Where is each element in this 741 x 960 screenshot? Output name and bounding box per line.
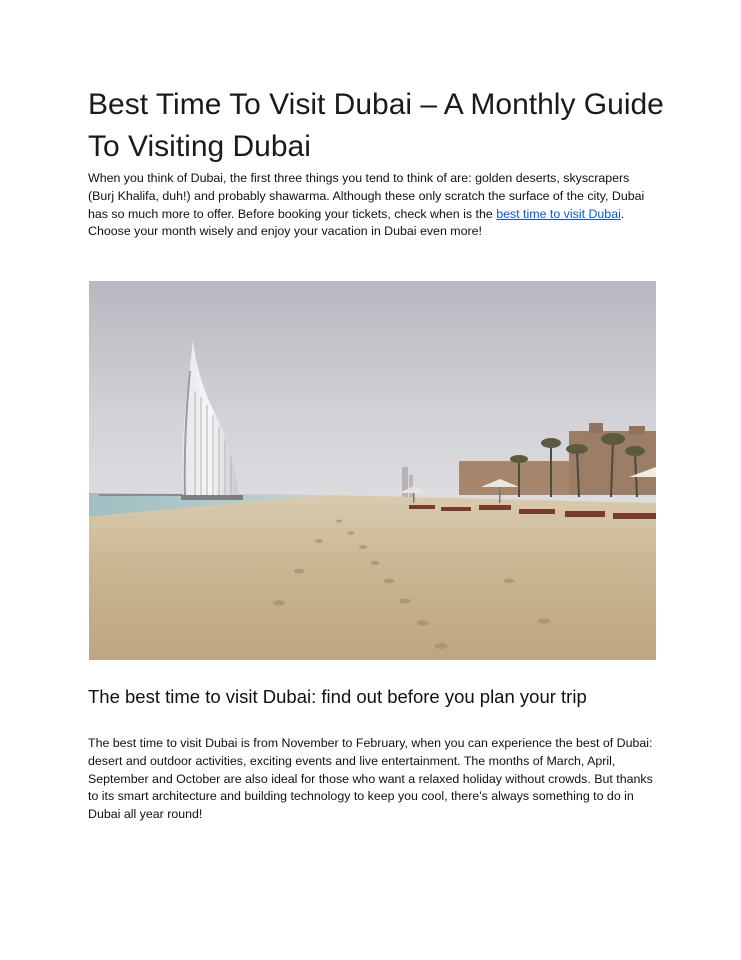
distant-tower [409,475,413,497]
beach-photo-illustration [89,281,656,660]
section-body-paragraph: The best time to visit Dubai is from November to February, when you can experience the best of Dubai: desert and outdoor activities, exciting events and live entertainment. The months of March, April, September and October are also ideal for those who want a relaxed holiday without crowds. But thanks to its smart architecture and building technology to keep you cool, there's always something to do in Dubai all year round! [88,736,653,822]
beach-hero-photo [89,281,656,660]
article-title: Best Time To Visit Dubai – A Monthly Guide To Visiting Dubai [88,88,664,163]
sand [89,495,656,660]
intro-text-start: When you think of Dubai, the first three things you tend to think of are: golden deserts, skyscrapers (Burj Khalifa, duh!) and probably shawarma. Although these only scratch the surface of the city, Dubai has so much more to offer. Before booking your tickets, check when is the [88,171,645,221]
best-time-link[interactable]: best time to visit Dubai [496,206,621,221]
intro-paragraph [88,170,654,241]
section-heading: The best time to visit Dubai: find out before you plan your trip [88,686,587,707]
intro-text-end: . Choose your month wisely and enjoy your vacation in Dubai even more! [88,206,625,239]
